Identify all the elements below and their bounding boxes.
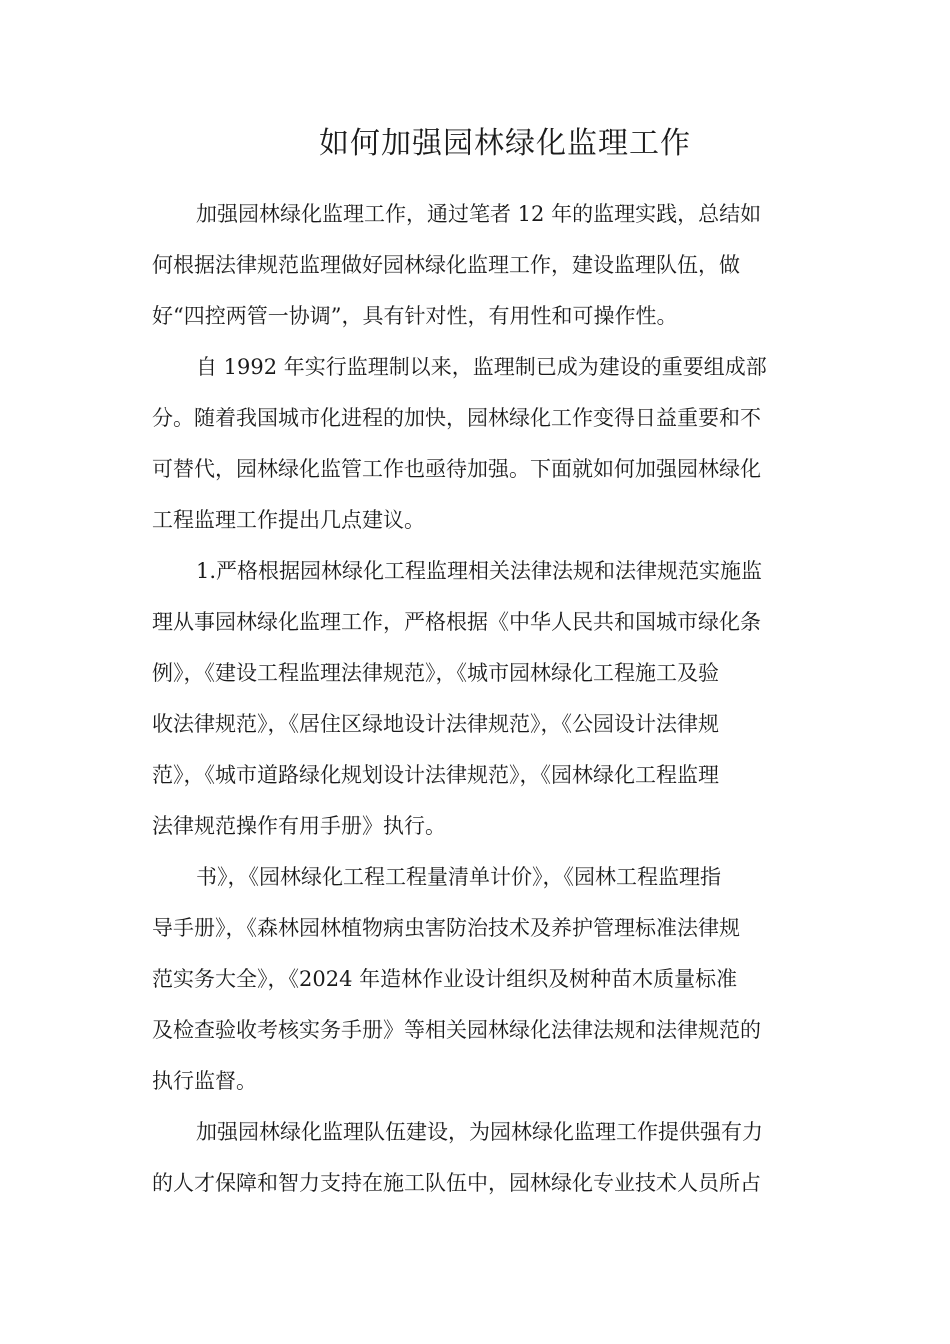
- text-line: 1.严格根据园林绿化工程监理相关法律法规和法律规范实施监: [196, 559, 763, 583]
- text-line: 加强园林绿化监理队伍建设，为园林绿化监理工作提供强有力: [196, 1120, 763, 1144]
- text-line: 例》，《建设工程监理法律规范》，《城市园林绿化工程施工及验: [152, 661, 719, 685]
- paragraph-section-1: [152, 546, 802, 852]
- text-line: 分。随着我国城市化进程的加快，园林绿化工作变得日益重要和不: [152, 406, 761, 430]
- text-line: 理从事园林绿化监理工作，严格根据《中华人民共和国城市绿化条: [152, 610, 761, 634]
- text-line: 可替代，园林绿化监管工作也亟待加强。下面就如何加强园林绿化: [152, 457, 761, 481]
- text-line: 范实务大全》，《2024 年造林作业设计组织及树种苗木质量标准: [152, 967, 738, 991]
- text-line: 范》，《城市道路绿化规划设计法律规范》，《园林绿化工程监理: [152, 763, 719, 787]
- document-title: 如何加强园林绿化监理工作: [319, 126, 691, 161]
- text-line: 自 1992 年实行监理制以来，监理制已成为建设的重要组成部: [196, 355, 767, 379]
- text-line: 收法律规范》，《居住区绿地设计法律规范》，《公园设计法律规: [152, 712, 719, 736]
- text-line: 好“四控两管一协调”，具有针对性，有用性和可操作性。: [152, 304, 678, 328]
- paragraph-background: [152, 342, 802, 546]
- paragraph-references: [152, 852, 802, 1107]
- text-line: 及检查验收考核实务手册》等相关园林绿化法律法规和法律规范的: [152, 1018, 761, 1042]
- text-line: 加强园林绿化监理工作，通过笔者 12 年的监理实践，总结如: [196, 202, 762, 226]
- text-line: 导手册》，《森林园林植物病虫害防治技术及养护管理标准法律规: [152, 916, 740, 940]
- text-line: 工程监理工作提出几点建议。: [152, 508, 425, 532]
- text-line: 法律规范操作有用手册》执行。: [152, 814, 446, 838]
- paragraph-team-building: [152, 1107, 802, 1209]
- document-body: [152, 189, 802, 1209]
- text-line: 何根据法律规范监理做好园林绿化监理工作，建设监理队伍，做: [152, 253, 740, 277]
- text-line: 书》，《园林绿化工程工程量清单计价》，《园林工程监理指: [196, 865, 721, 889]
- text-line: 的人才保障和智力支持在施工队伍中，园林绿化专业技术人员所占: [152, 1171, 761, 1195]
- text-line: 执行监督。: [152, 1069, 257, 1093]
- paragraph-intro: [152, 189, 802, 342]
